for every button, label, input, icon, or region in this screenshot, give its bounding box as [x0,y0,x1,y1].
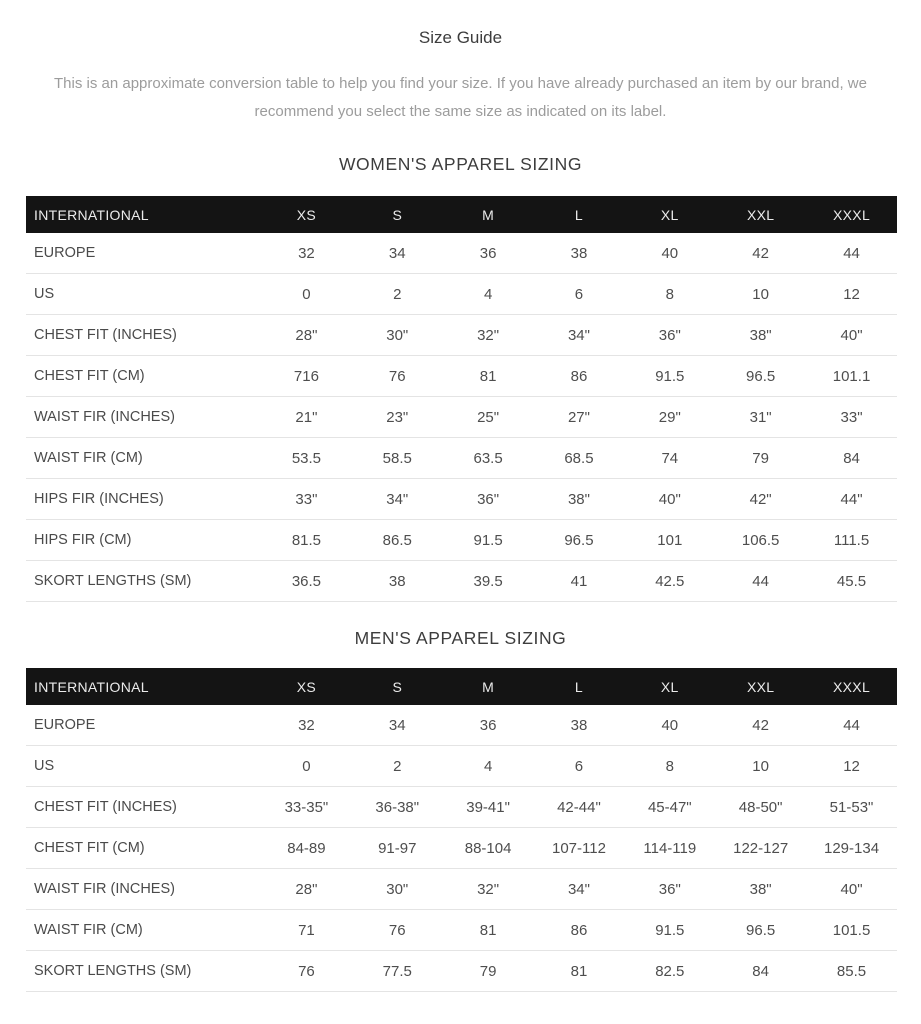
row-value: 8 [624,746,715,787]
row-value: 0 [261,746,352,787]
header-cell: XS [261,668,352,705]
row-value: 44" [806,479,897,520]
header-cell: XL [624,668,715,705]
row-value: 81.5 [261,520,352,561]
row-value: 38" [715,869,806,910]
womens-sizing-section [0,154,921,602]
row-value: 42 [715,705,806,746]
table-row [26,233,897,274]
header-cell: M [443,668,534,705]
row-value: 39-41" [443,787,534,828]
row-value: 91.5 [624,910,715,951]
row-value: 122-127 [715,828,806,869]
row-value: 91.5 [624,356,715,397]
row-value: 84 [715,951,806,992]
row-value: 38 [534,705,625,746]
header-cell: XXL [715,668,806,705]
row-value: 42.5 [624,561,715,602]
row-value: 27" [534,397,625,438]
table-row [26,869,897,910]
row-label: EUROPE [26,705,261,746]
row-label: CHEST FIT (CM) [26,828,261,869]
row-value: 38" [715,315,806,356]
table-row [26,438,897,479]
table-row [26,520,897,561]
row-value: 23" [352,397,443,438]
row-value: 30" [352,869,443,910]
table-row [26,479,897,520]
row-label: SKORT LENGTHS (SM) [26,561,261,602]
row-value: 34" [534,315,625,356]
row-value: 40 [624,705,715,746]
womens-section-title: WOMEN'S APPAREL SIZING [338,154,583,174]
table-row [26,356,897,397]
row-value: 107-112 [534,828,625,869]
row-value: 44 [715,561,806,602]
row-value: 0 [261,274,352,315]
row-value: 106.5 [715,520,806,561]
table-row [26,746,897,787]
row-value: 34 [352,233,443,274]
table-row [26,561,897,602]
row-label: SKORT LENGTHS (SM) [26,951,261,992]
row-value: 84 [806,438,897,479]
row-value: 2 [352,274,443,315]
table-row [26,910,897,951]
row-value: 42" [715,479,806,520]
header-cell: L [534,196,625,233]
table-row [26,705,897,746]
row-value: 25" [443,397,534,438]
row-value: 10 [715,746,806,787]
row-value: 12 [806,746,897,787]
row-value: 10 [715,274,806,315]
row-value: 101.1 [806,356,897,397]
row-value: 96.5 [715,356,806,397]
row-value: 33" [806,397,897,438]
row-value: 8 [624,274,715,315]
header-cell: INTERNATIONAL [26,196,261,233]
header-cell: XXXL [806,196,897,233]
row-label: WAIST FIR (INCHES) [26,397,261,438]
row-value: 42 [715,233,806,274]
row-value: 71 [261,910,352,951]
row-value: 36" [624,869,715,910]
row-value: 53.5 [261,438,352,479]
row-label: WAIST FIR (INCHES) [26,869,261,910]
row-value: 36" [443,479,534,520]
row-value: 2 [352,746,443,787]
row-value: 45-47" [624,787,715,828]
row-value: 86.5 [352,520,443,561]
row-value: 38 [534,233,625,274]
row-value: 81 [443,356,534,397]
row-label: HIPS FIR (CM) [26,520,261,561]
row-value: 29" [624,397,715,438]
row-value: 4 [443,274,534,315]
row-value: 38" [534,479,625,520]
row-value: 40" [806,315,897,356]
row-value: 34" [534,869,625,910]
table-row [26,828,897,869]
row-value: 81 [443,910,534,951]
table-row [26,397,897,438]
row-value: 63.5 [443,438,534,479]
table-row [26,951,897,992]
row-value: 36.5 [261,561,352,602]
row-value: 84-89 [261,828,352,869]
row-value: 42-44" [534,787,625,828]
row-value: 96.5 [715,910,806,951]
row-label: EUROPE [26,233,261,274]
row-value: 6 [534,746,625,787]
row-value: 91.5 [443,520,534,561]
page-title: Size Guide [418,28,503,47]
table-row [26,315,897,356]
row-value: 76 [261,951,352,992]
table-row [26,787,897,828]
header-cell: M [443,196,534,233]
row-value: 86 [534,910,625,951]
row-value: 36" [624,315,715,356]
table-header-row [26,196,897,233]
table-header-row [26,668,897,705]
page-description: This is an approximate conversion table to help you find your size. If you have already purchased an item by our brand, we recommend you select the same size as indicated on its label. [54,75,867,120]
row-value: 68.5 [534,438,625,479]
table-row [26,274,897,315]
header-cell: XL [624,196,715,233]
row-value: 6 [534,274,625,315]
header-cell: L [534,668,625,705]
row-value: 33-35" [261,787,352,828]
row-value: 32 [261,233,352,274]
row-value: 32" [443,315,534,356]
row-value: 45.5 [806,561,897,602]
row-value: 74 [624,438,715,479]
row-value: 51-53" [806,787,897,828]
row-value: 40" [806,869,897,910]
header-cell: S [352,196,443,233]
row-value: 40 [624,233,715,274]
row-value: 30" [352,315,443,356]
row-value: 44 [806,233,897,274]
row-value: 96.5 [534,520,625,561]
row-value: 39.5 [443,561,534,602]
row-value: 36-38" [352,787,443,828]
row-value: 101 [624,520,715,561]
row-value: 76 [352,356,443,397]
row-value: 21" [261,397,352,438]
row-value: 34" [352,479,443,520]
row-value: 129-134 [806,828,897,869]
row-value: 81 [534,951,625,992]
row-value: 33" [261,479,352,520]
row-label: CHEST FIT (INCHES) [26,787,261,828]
row-value: 79 [715,438,806,479]
row-value: 79 [443,951,534,992]
row-value: 12 [806,274,897,315]
row-value: 88-104 [443,828,534,869]
row-value: 36 [443,233,534,274]
row-value: 28" [261,869,352,910]
row-value: 101.5 [806,910,897,951]
row-label: HIPS FIR (INCHES) [26,479,261,520]
mens-sizing-section [0,628,921,992]
row-label: CHEST FIT (CM) [26,356,261,397]
mens-size-table [26,668,897,992]
header-cell: XXXL [806,668,897,705]
row-label: WAIST FIR (CM) [26,438,261,479]
row-value: 111.5 [806,520,897,561]
header-cell: XXL [715,196,806,233]
row-value: 77.5 [352,951,443,992]
row-value: 40" [624,479,715,520]
womens-size-table [26,196,897,602]
row-value: 44 [806,705,897,746]
row-value: 76 [352,910,443,951]
row-value: 58.5 [352,438,443,479]
row-value: 114-119 [624,828,715,869]
header-cell: XS [261,196,352,233]
row-value: 32" [443,869,534,910]
row-value: 86 [534,356,625,397]
row-label: US [26,274,261,315]
row-value: 91-97 [352,828,443,869]
row-value: 4 [443,746,534,787]
header-cell: S [352,668,443,705]
row-value: 34 [352,705,443,746]
row-value: 41 [534,561,625,602]
row-value: 716 [261,356,352,397]
row-label: WAIST FIR (CM) [26,910,261,951]
header-cell: INTERNATIONAL [26,668,261,705]
row-label: US [26,746,261,787]
row-value: 38 [352,561,443,602]
row-value: 82.5 [624,951,715,992]
row-value: 85.5 [806,951,897,992]
row-label: CHEST FIT (INCHES) [26,315,261,356]
row-value: 36 [443,705,534,746]
row-value: 48-50" [715,787,806,828]
mens-section-title: MEN'S APPAREL SIZING [354,628,567,648]
row-value: 31" [715,397,806,438]
row-value: 28" [261,315,352,356]
row-value: 32 [261,705,352,746]
